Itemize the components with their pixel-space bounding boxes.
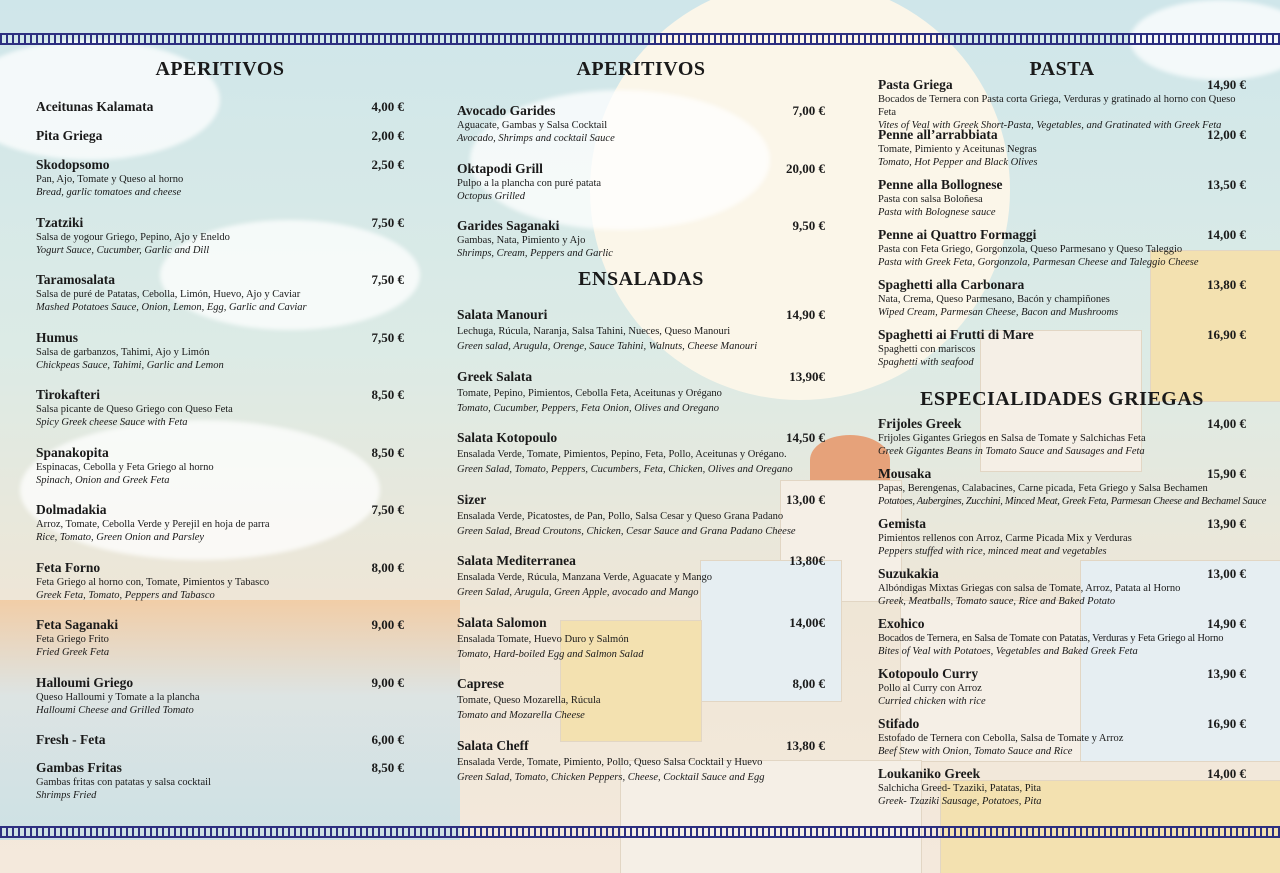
- item-name: Feta Forno: [36, 559, 101, 575]
- item-price: 14,90 €: [1207, 616, 1246, 631]
- menu-item: [36, 675, 404, 733]
- menu-item: [878, 327, 1246, 377]
- item-description-es: Albóndigas Mixtas Griegas con salsa de Tomate, Arroz, Patata al Horno: [878, 583, 1181, 594]
- item-name: Gemista: [878, 516, 926, 531]
- item-price: 8,50 €: [371, 760, 404, 775]
- item-name: Greek Salata: [457, 368, 533, 384]
- menu-item: [36, 128, 404, 157]
- item-price: 13,50 €: [1207, 177, 1246, 192]
- item-description-en: Yogurt Sauce, Cucumber, Garlic and Dill: [36, 244, 210, 256]
- item-name: Salata Mediterranea: [457, 553, 576, 568]
- item-description-en: Vites of Veal with Greek Short-Pasta, Vegetables, and Gratinated with Greek Feta: [878, 120, 1222, 131]
- menu-item: [878, 516, 1246, 566]
- item-description-es: Aguacate, Gambas y Salsa Cocktail: [457, 120, 608, 131]
- item-name: Suzukakia: [878, 566, 939, 581]
- item-description-es: Tomate, Pimiento y Aceitunas Negras: [878, 144, 1037, 155]
- menu-item: [36, 732, 404, 760]
- item-description-en: Avocado, Shrimps and cocktail Sauce: [457, 133, 615, 144]
- item-price: 14,90 €: [786, 307, 825, 322]
- menu-item: [36, 760, 404, 806]
- item-price: 8,50 €: [371, 444, 404, 460]
- item-description-es: Gambas fritas con patatas y salsa cocktail: [36, 777, 211, 788]
- item-name: Tirokafteri: [36, 387, 100, 402]
- item-description-es: Tomate, Pepino, Pimientos, Cebolla Feta, Aceitunas y Orégano: [457, 387, 722, 399]
- item-description-en: Greek, Meatballs, Tomato sauce, Rice and Baked Potato: [878, 596, 1116, 607]
- item-description-en: Beef Stew with Onion, Tomato Sauce and Rice: [878, 746, 1073, 757]
- item-name: Taramosalata: [36, 272, 116, 287]
- item-name: Humus: [36, 329, 79, 345]
- item-price: 14,90 €: [1207, 77, 1246, 92]
- item-name: Aceitunas Kalamata: [36, 99, 154, 114]
- item-description-es: Pollo al Curry con Arroz: [878, 683, 982, 694]
- item-description-en: Curried chicken with rice: [878, 696, 986, 707]
- menu-item: [457, 218, 825, 268]
- item-description-en: Green Salad, Tomato, Chicken Peppers, Cheese, Cocktail Sauce and Egg: [457, 771, 765, 783]
- item-price: 13,80 €: [1207, 277, 1246, 292]
- menu-item: [878, 766, 1246, 808]
- item-price: 13,00 €: [1207, 566, 1246, 581]
- item-price: 9,50 €: [792, 218, 825, 233]
- item-description-en: Fried Greek Feta: [36, 647, 110, 658]
- menu-item: [878, 666, 1246, 716]
- greek-key-border-top: [0, 33, 1280, 45]
- item-description-es: Ensalada Verde, Picatostes, de Pan, Pollo, Salsa Cesar y Queso Grana Padano: [457, 510, 784, 522]
- section-title-aperitivos: APERITIVOS: [155, 58, 285, 80]
- menu-item: [36, 330, 404, 388]
- menu-item: [36, 387, 404, 445]
- item-description-en: Bites of Veal with Potatoes, Vegetables and Baked Greek Feta: [878, 646, 1138, 657]
- item-description-en: Shrimps Fried: [36, 790, 97, 801]
- item-name: Gambas Fritas: [36, 760, 122, 775]
- item-description-es: Nata, Crema, Queso Parmesano, Bacón y champiñones: [878, 294, 1110, 305]
- item-price: 7,50 €: [371, 272, 404, 287]
- menu-item: [457, 161, 825, 219]
- item-description-es: Arroz, Tomate, Cebolla Verde y Perejil en hoja de parra: [36, 519, 270, 530]
- item-description-es: Estofado de Ternera con Cebolla, Salsa de Tomate y Arroz: [878, 733, 1124, 744]
- item-description-en: Greek Gigantes Beans in Tomato Sauce and Sausages and Feta: [878, 446, 1145, 457]
- item-name: Fresh - Feta: [36, 732, 106, 747]
- item-description-es: Feta Griego Frito: [36, 634, 109, 645]
- menu-item: [878, 566, 1246, 616]
- item-description-en: Tomato and Mozarella Cheese: [457, 710, 585, 721]
- item-description-es: Papas, Berengenas, Calabacines, Carne picada, Feta Griego y Salsa Bechamen: [878, 483, 1208, 494]
- item-description-es: Bocados de Ternera con Pasta corta Griega, Verduras y gratinado al horno con Queso Feta: [878, 94, 1236, 118]
- item-name: Mousaka: [878, 466, 932, 481]
- item-name: Skodopsomo: [36, 157, 110, 172]
- menu-item: [36, 99, 404, 128]
- item-price: 12,00 €: [1207, 127, 1246, 142]
- item-description-es: Gambas, Nata, Pimiento y Ajo: [457, 235, 586, 246]
- item-name: Penne all’arrabbiata: [878, 127, 998, 142]
- item-description-en: Spaghetti with seafood: [878, 357, 974, 368]
- item-description-es: Ensalada Verde, Rúcula, Manzana Verde, Aguacate y Mango: [457, 572, 713, 583]
- item-price: 9,00 €: [371, 674, 404, 690]
- item-description-es: Espinacas, Cebolla y Feta Griego al horno: [36, 461, 214, 473]
- item-price: 20,00 €: [786, 160, 825, 176]
- item-description-en: Peppers stuffed with rice, minced meat and vegetables: [878, 546, 1107, 557]
- menu-item: [878, 616, 1246, 666]
- item-name: Halloumi Griego: [36, 674, 134, 690]
- item-description-es: Frijoles Gigantes Griegos en Salsa de Tomate y Salchichas Feta: [878, 433, 1146, 444]
- menu-item: [457, 103, 825, 161]
- item-name: Feta Saganaki: [36, 617, 119, 632]
- item-price: 8,50 €: [371, 387, 404, 402]
- item-name: Stifado: [878, 716, 920, 731]
- item-description-es: Salsa picante de Queso Griego con Queso Feta: [36, 404, 233, 415]
- item-description-en: Pasta with Greek Feta, Gorgonzola, Parmesan Cheese and Taleggio Cheese: [878, 257, 1199, 268]
- item-price: 16,90 €: [1207, 327, 1246, 342]
- menu-item: [36, 445, 404, 503]
- item-price: 15,90 €: [1207, 466, 1246, 481]
- item-description-en: Tomato, Hard-boiled Egg and Salmon Salad: [457, 648, 644, 660]
- item-description-en: Green salad, Arugula, Orenge, Sauce Tahini, Walnuts, Cheese Manouri: [457, 341, 758, 352]
- item-description-en: Green Salad, Bread Croutons, Chicken, Cesar Sauce and Grana Padano Cheese: [457, 525, 796, 537]
- section-title-aperitivos: APERITIVOS: [576, 58, 706, 80]
- item-description-en: Halloumi Cheese and Grilled Tomato: [36, 704, 194, 716]
- item-description-en: Mashed Potatoes Sauce, Onion, Lemon, Egg, Garlic and Caviar: [36, 302, 307, 313]
- item-price: 16,90 €: [1207, 716, 1246, 731]
- item-price: 8,00 €: [371, 559, 404, 575]
- item-name: Salata Kotopoulo: [457, 430, 558, 445]
- item-description-es: Tomate, Queso Mozarella, Rúcula: [457, 695, 601, 706]
- item-price: 7,50 €: [371, 214, 404, 230]
- item-description-es: Salsa de yogour Griego, Pepino, Ajo y Eneldo: [36, 231, 230, 243]
- menu-item: [36, 560, 404, 618]
- menu-column-1: [36, 58, 404, 806]
- item-price: 13,80€: [789, 553, 825, 568]
- item-price: 2,50 €: [371, 157, 404, 172]
- item-price: 14,00 €: [1207, 227, 1246, 242]
- menu-item: [878, 127, 1246, 177]
- item-description-en: Rice, Tomato, Green Onion and Parsley: [36, 532, 205, 543]
- menu-item: [878, 277, 1246, 327]
- menu-item: [457, 430, 825, 492]
- item-name: Caprese: [457, 676, 504, 691]
- item-description-es: Queso Halloumi y Tomate a la plancha: [36, 691, 200, 703]
- menu-item: [36, 272, 404, 330]
- item-price: 13,90€: [789, 368, 825, 384]
- item-description-es: Pimientos rellenos con Arroz, Carme Picada Mix y Verduras: [878, 533, 1132, 544]
- item-price: 14,00€: [789, 614, 825, 630]
- menu-item: [36, 617, 404, 675]
- item-description-es: Salsa de garbanzos, Tahimi, Ajo y Limón: [36, 346, 210, 358]
- item-name: Penne ai Quattro Formaggi: [878, 227, 1037, 242]
- item-description-es: Ensalada Tomate, Huevo Duro y Salmón: [457, 633, 629, 645]
- item-price: 6,00 €: [371, 732, 404, 747]
- item-description-en: Shrimps, Cream, Peppers and Garlic: [457, 248, 613, 259]
- section-title-especialidades-griegas: ESPECIALIDADES GRIEGAS: [920, 388, 1204, 410]
- item-price: 7,00 €: [792, 103, 825, 118]
- item-price: 8,00 €: [792, 676, 825, 691]
- item-description-es: Spaghetti con mariscos: [878, 344, 976, 355]
- item-description-en: Bread, garlic tomatoes and cheese: [36, 187, 182, 198]
- item-description-en: Chickpeas Sauce, Tahimi, Garlic and Lemon: [36, 359, 224, 371]
- menu-item: [36, 215, 404, 273]
- menu-item: [457, 492, 825, 554]
- menu-item: [878, 177, 1246, 227]
- menu-item: [457, 615, 825, 677]
- item-price: 7,50 €: [371, 329, 404, 345]
- item-name: Kotopoulo Curry: [878, 666, 979, 681]
- menu-item: [878, 77, 1246, 131]
- menu-item: [36, 502, 404, 560]
- item-description-es: Feta Griego al horno con, Tomate, Pimientos y Tabasco: [36, 576, 270, 588]
- item-name: Sizer: [457, 491, 487, 507]
- item-description-es: Lechuga, Rúcula, Naranja, Salsa Tahini, Nueces, Queso Manouri: [457, 326, 731, 337]
- item-description-en: Spicy Greek cheese Sauce with Feta: [36, 417, 188, 428]
- menu-item: [878, 227, 1246, 277]
- item-name: Garides Saganaki: [457, 218, 560, 233]
- item-description-es: Salchicha Greed- Tzaziki, Patatas, Pita: [878, 783, 1042, 794]
- item-description-en: Potatoes, Aubergines, Zucchini, Minced Meat, Greek Feta, Parmesan Cheese and Bechamel Sauce: [878, 496, 1267, 507]
- menu-item: [457, 553, 825, 615]
- menu-column-3: [878, 58, 1267, 808]
- item-price: 2,00 €: [371, 128, 404, 143]
- menu-item: [36, 157, 404, 215]
- item-description-es: Pan, Ajo, Tomate y Queso al horno: [36, 174, 184, 185]
- menu-item: [878, 466, 1267, 516]
- item-description-en: Greek Feta, Tomato, Peppers and Tabasco: [36, 589, 215, 601]
- item-description-es: Ensalada Verde, Tomate, Pimiento, Pollo, Queso Salsa Cocktail y Huevo: [457, 756, 763, 768]
- item-description-es: Bocados de Ternera, en Salsa de Tomate con Patatas, Verduras y Feta Griego al Horno: [878, 633, 1224, 644]
- item-name: Tzatziki: [36, 214, 84, 230]
- item-name: Loukaniko Greek: [878, 766, 981, 781]
- item-description-en: Greek- Tzaziki Sausage, Potatoes, Pita: [878, 796, 1042, 807]
- item-name: Pasta Griega: [878, 77, 953, 92]
- menu-item: [457, 738, 825, 784]
- item-price: 13,80 €: [786, 737, 825, 753]
- item-name: Penne alla Bollognese: [878, 177, 1003, 192]
- menu-item: [457, 369, 825, 431]
- item-price: 4,00 €: [371, 99, 404, 114]
- item-description-en: Spinach, Onion and Greek Feta: [36, 474, 170, 486]
- item-name: Salata Manouri: [457, 307, 548, 322]
- menu-item: [878, 716, 1246, 766]
- menu-item: [457, 307, 825, 369]
- item-description-es: Salsa de puré de Patatas, Cebolla, Limón, Huevo, Ajo y Caviar: [36, 289, 301, 300]
- menu-item: [457, 676, 825, 738]
- item-description-en: Tomato, Cucumber, Peppers, Feta Onion, Olives and Oregano: [457, 402, 719, 414]
- item-name: Spanakopita: [36, 444, 109, 460]
- menu-item: [878, 416, 1246, 466]
- greek-key-border-bottom: [0, 826, 1280, 838]
- item-name: Salata Cheff: [457, 737, 529, 753]
- item-description-en: Octopus Grilled: [457, 190, 525, 202]
- item-name: Frijoles Greek: [878, 416, 962, 431]
- item-description-es: Ensalada Verde, Tomate, Pimientos, Pepino, Feta, Pollo, Aceitunas y Orégano.: [457, 449, 787, 460]
- item-price: 13,00 €: [786, 491, 825, 507]
- item-price: 13,90 €: [1207, 516, 1246, 531]
- item-name: Oktapodi Grill: [457, 160, 543, 176]
- item-description-es: Pulpo a la plancha con puré patata: [457, 177, 602, 189]
- item-description-en: Pasta with Bolognese sauce: [878, 207, 996, 218]
- item-name: Salata Salomon: [457, 614, 547, 630]
- item-price: 14,00 €: [1207, 766, 1246, 781]
- item-name: Spaghetti ai Frutti di Mare: [878, 327, 1034, 342]
- item-description-es: Pasta con Feta Griego, Gorgonzola, Queso Parmesano y Queso Taleggio: [878, 244, 1183, 255]
- item-description-en: Green Salad, Tomato, Peppers, Cucumbers, Feta, Chicken, Olives and Oregano: [457, 464, 793, 475]
- section-title-ensaladas: ENSALADAS: [578, 268, 704, 290]
- item-description-en: Green Salad, Arugula, Green Apple, avocado and Mango: [457, 587, 699, 598]
- item-description-es: Pasta con salsa Boloñesa: [878, 194, 983, 205]
- item-name: Exohico: [878, 616, 925, 631]
- item-price: 14,00 €: [1207, 416, 1246, 431]
- item-name: Dolmadakia: [36, 502, 107, 517]
- item-price: 14,50 €: [786, 430, 825, 445]
- item-name: Spaghetti alla Carbonara: [878, 277, 1025, 292]
- section-title-pasta: PASTA: [1029, 58, 1095, 80]
- item-description-en: Wiped Cream, Parmesan Cheese, Bacon and Mushrooms: [878, 307, 1119, 318]
- item-name: Pita Griega: [36, 128, 103, 143]
- menu-column-2: [457, 58, 825, 784]
- item-price: 9,00 €: [371, 617, 404, 632]
- item-description-en: Tomato, Hot Pepper and Black Olives: [878, 157, 1038, 168]
- item-price: 7,50 €: [371, 502, 404, 517]
- item-name: Avocado Garides: [457, 103, 556, 118]
- item-price: 13,90 €: [1207, 666, 1246, 681]
